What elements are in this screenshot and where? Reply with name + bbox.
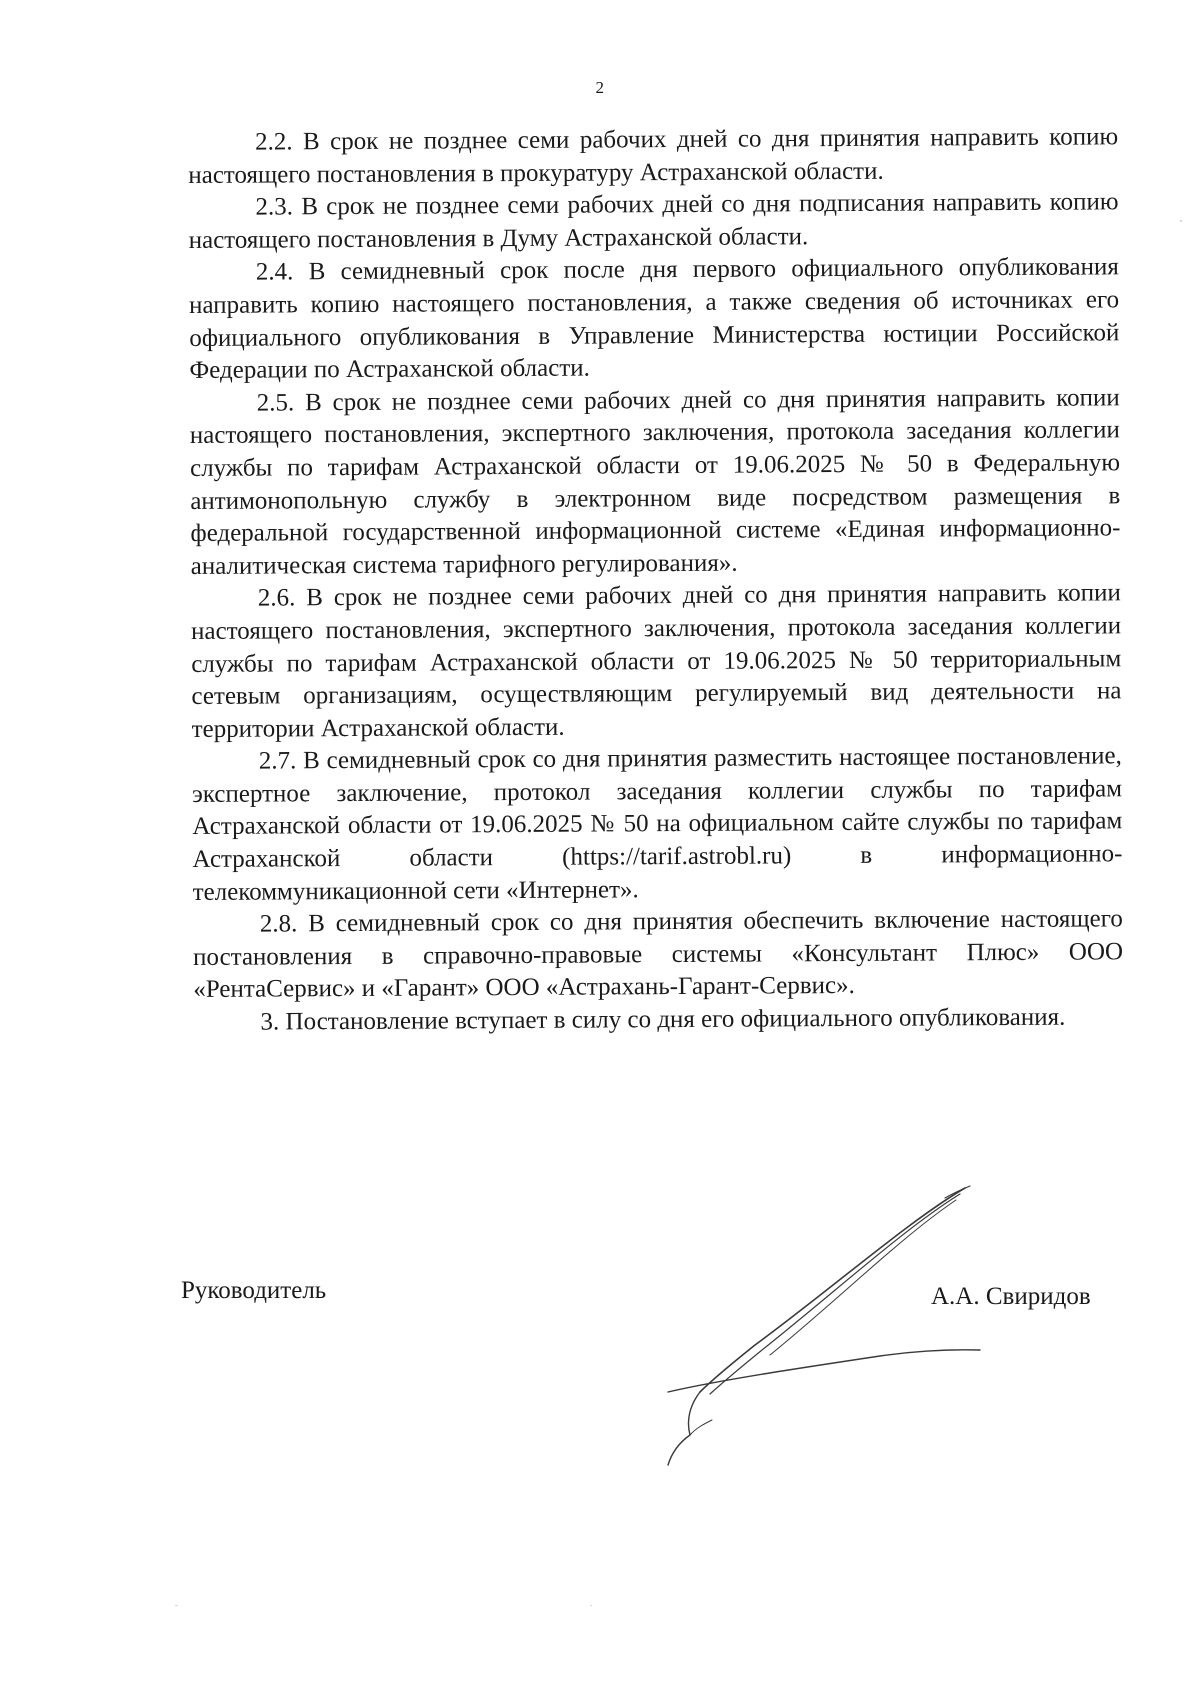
paragraph-2-4: 2.4. В семидневный срок после дня первого официального опубликования направить копию настоящего постановления, а также сведения об источниках его официального опубликования в Управление Министерства юстиции Российской Федерации по Астраханской области.	[189, 253, 1120, 385]
paragraph-2-5: 2.5. В срок не позднее семи рабочих дней со дня принятия направить копии настоящего постановления, экспертного заключения, протокола заседания коллегии службы по тарифам Астраханской области от 19.06.2025 № 50 в Федеральную антимонопольную службу в электронном виде посредством размещения в федеральной государственной информационной системе «Единая информационно-аналитическая система тарифного регулирования».	[189, 384, 1121, 580]
scan-speck	[175, 1605, 178, 1606]
paragraph-2-6: 2.6. В срок не позднее семи рабочих дней со дня принятия направить копии настоящего постановления, экспертного заключения, протокола заседания коллегии службы по тарифам Астраханской области от 19.06.2025 № 50 территориальным сетевым организациям, осуществляющим регулируемый вид деятельности на территории Астраханской области.	[190, 579, 1122, 743]
document-body	[188, 121, 1124, 1039]
scan-speck	[590, 1605, 592, 1606]
paragraph-2-8: 2.8. В семидневный срок со дня принятия обеспечить включение настоящего постановления в справочно-правовые системы «Консультант Плюс» ООО «РентаСервис» и «Гарант» ООО «Астрахань-Гарант-Сервис».	[192, 905, 1124, 1004]
signatory-name: А.А. Свиридов	[931, 1283, 1091, 1310]
paragraph-2-2: 2.2. В срок не позднее семи рабочих дней со дня принятия направить копию настоящего постановления в прокуратуру Астраханской области.	[188, 123, 1119, 189]
page-number: 2	[595, 78, 605, 97]
signatory-title: Руководитель	[181, 1277, 327, 1304]
paragraph-3: 3. Постановление вступает в силу со дня его официального опубликования.	[260, 1003, 1066, 1036]
handwritten-signature-icon	[660, 1180, 990, 1470]
paragraph-2-3: 2.3. В срок не позднее семи рабочих дней со дня подписания направить копию настоящего постановления в Думу Астраханской области.	[188, 188, 1119, 254]
scan-speck	[1180, 220, 1182, 222]
paragraph-2-7: 2.7. В семидневный срок со дня принятия разместить настоящее постановление, экспертное заключение, протокол заседания коллегии службы по тарифам Астраханской области от 19.06.2025 № 50 на официальном сайте службы по тарифам Астраханской области (https://tarif.astrobl.ru) в информационно-телекоммуникационной сети «Интернет».	[191, 742, 1123, 906]
